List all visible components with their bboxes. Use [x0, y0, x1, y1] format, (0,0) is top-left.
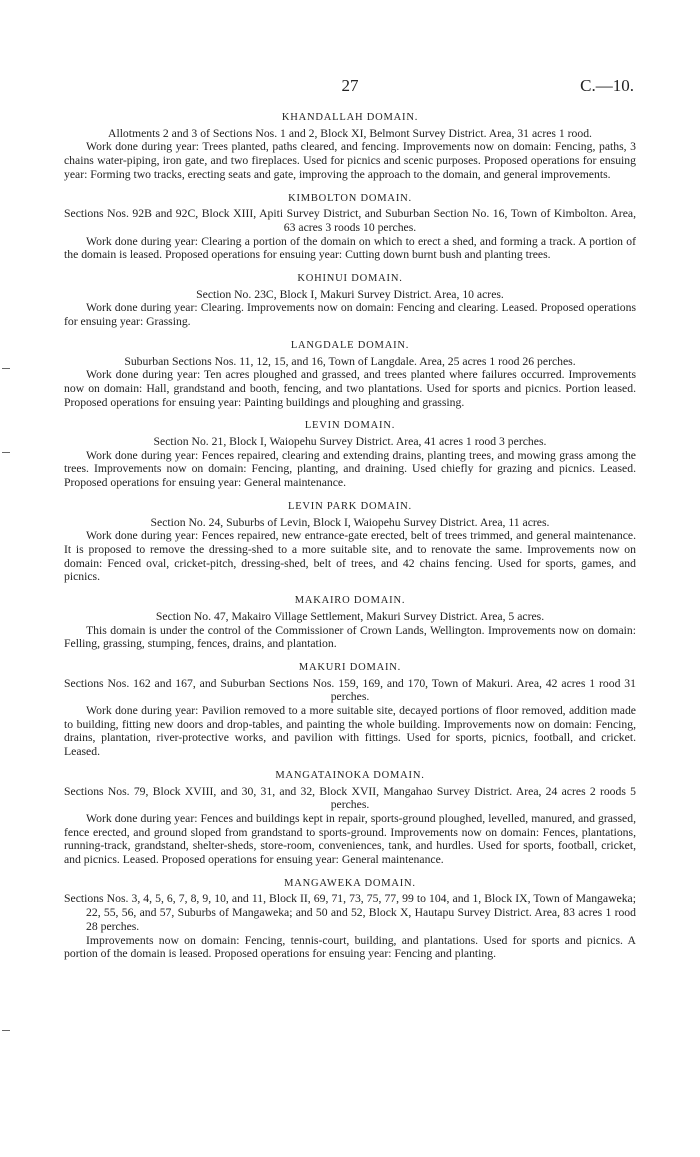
section-body: Work done during year: Fences repaired, new entrance-gate erected, belt of trees trimmed, and general maintenance. It is proposed to remove the dressing-shed to a more suitable site, and to renovate the same. Improvements now on domain: Fenced oval, cricket-pitch, dressing-shed, belt of trees, and 42 chains fencing. Used for sports, games, and picnics. — [64, 529, 636, 584]
domain-section-mangaweka — [64, 877, 636, 961]
section-heading: KOHINUI DOMAIN. — [297, 273, 403, 285]
section-body: This domain is under the control of the Commissioner of Crown Lands, Wellington. Improvements now on domain: Felling, grassing, stumping, fences, drains, and plantation. — [64, 623, 636, 651]
section-body: Work done during year: Trees planted, paths cleared, and fencing. Improvements now on domain: Fencing, paths, 3 chains water-piping, iron gate, and two fireplaces. Used for picnics and scenic purposes. Proposed operations for ensuing year: Forming two tracks, erecting seats and gate, improving the approach to the domain, and general improvements. — [64, 140, 636, 181]
margin-mark — [2, 452, 10, 453]
section-heading: MANGAWEKA DOMAIN. — [284, 877, 416, 889]
section-description: Sections Nos. 92B and 92C, Block XIII, Apiti Survey District, and Suburban Section No. 16, Town of Kimbolton. Area, 63 acres 3 roods 10 perches. — [64, 207, 636, 234]
domain-section-langdale — [64, 339, 636, 410]
section-heading: KHANDALLAH DOMAIN. — [281, 112, 419, 123]
section-heading: MAKAIRO DOMAIN. — [294, 595, 406, 607]
document-reference: C.—10. — [580, 76, 634, 95]
section-heading: LEVIN DOMAIN. — [304, 420, 396, 432]
page-header — [0, 76, 700, 98]
section-description: Section No. 47, Makairo Village Settlement, Makuri Survey District. Area, 5 acres. — [155, 609, 545, 623]
section-body: Work done during year: Clearing. Improvements now on domain: Fencing and clearing. Leased. Proposed operations for ensuing year: Grassing. — [64, 301, 636, 329]
section-heading: LEVIN PARK DOMAIN. — [288, 500, 412, 512]
section-body: Work done during year: Fences repaired, clearing and extending drains, planting trees, and mowing grass among the trees. Improvements now on domain: Fencing, planting, and draining. Used chiefly for grazing and picnics. Leased. Proposed operations for ensuing year: General maintenance. — [64, 448, 636, 490]
section-description: Sections Nos. 162 and 167, and Suburban Sections Nos. 159, 169, and 170, Town of Makuri. Area, 42 acres 1 rood 31 perches. — [64, 676, 636, 704]
page-content — [64, 111, 636, 971]
section-description: Sections Nos. 79, Block XVIII, and 30, 31, and 32, Block XVII, Mangahao Survey District. Area, 24 acres 2 roods 5 perches. — [64, 784, 636, 812]
page-number: 27 — [341, 76, 359, 95]
section-description: Section No. 21, Block I, Waiopehu Survey District. Area, 41 acres 1 rood 3 perches. — [153, 435, 547, 449]
domain-section-makuri — [64, 661, 636, 759]
domain-section-levin — [64, 419, 636, 490]
section-body: Work done during year: Pavilion removed to a more suitable site, decayed portions of floor removed, addition made to building, fitting new doors and drop-tables, and painting the whole building. Improvements now on domain: Fencing, drains, plantation, river-protective works, and pavilion with fittings. Used for sports, picnics, football, and cricket. Leased. — [64, 704, 636, 759]
section-description: Section No. 24, Suburbs of Levin, Block I, Waiopehu Survey District. Area, 11 acres. — [150, 515, 550, 529]
section-description: Suburban Sections Nos. 11, 12, 15, and 16, Town of Langdale. Area, 25 acres 1 rood 26 perches. — [124, 354, 576, 368]
section-description: Sections Nos. 3, 4, 5, 6, 7, 8, 9, 10, and 11, Block II, 69, 71, 73, 75, 77, 99 to 104, and 1, Block IX, Town of Mangaweka; 22, 55, 56, and 57, Suburbs of Mangaweka; and 50 and 52, Block X, Hautapu Survey District. Area, 83 acres 1 rood 28 perches. — [64, 892, 636, 933]
margin-mark — [2, 368, 10, 369]
domain-section-mangatainoka — [64, 769, 636, 867]
domain-section-kimbolton — [64, 192, 636, 263]
margin-mark — [2, 1030, 10, 1031]
section-heading: KIMBOLTON DOMAIN. — [288, 192, 412, 204]
section-body: Improvements now on domain: Fencing, tennis-court, building, and plantations. Used for sports and picnics. A portion of the domain is leased. Proposed operations for ensuing year: Fencing and planting. — [64, 933, 636, 961]
domain-section-kohinui — [64, 272, 636, 329]
section-description: Section No. 23C, Block I, Makuri Survey District. Area, 10 acres. — [196, 287, 504, 301]
section-body: Work done during year: Fences and buildings kept in repair, sports-ground ploughed, levelled, manured, and grassed, fence erected, and ground sloped from grandstand to sports-ground. Improvements now on domain: Fences, plantations, running-track, grandstand, shelter-sheds, store-room, conveniences, tank, and hurdles. Used for sports, football, cricket, and picnics. Leased. Proposed operations for ensuing year: General maintenance. — [64, 811, 636, 867]
section-heading: LANGDALE DOMAIN. — [290, 339, 410, 351]
section-description: Allotments 2 and 3 of Sections Nos. 1 and 2, Block XI, Belmont Survey District. Area, 31 acres 1 rood. — [108, 126, 592, 140]
domain-section-khandallah — [64, 111, 636, 182]
domain-section-levin-park — [64, 500, 636, 584]
section-body: Work done during year: Ten acres ploughed and grassed, and trees planted where failures occurred. Improvements now on domain: Hall, grandstand and booth, fencing, and two plantations. Used for sports and picnics. Portion leased. Proposed operations for ensuing year: Painting buildings and ploughing and grassing. — [64, 368, 636, 409]
domain-section-makairo — [64, 594, 636, 651]
section-heading: MANGATAINOKA DOMAIN. — [275, 769, 425, 781]
section-body: Work done during year: Clearing a portion of the domain on which to erect a shed, and forming a track. A portion of the domain is leased. Proposed operations for ensuing year: Cutting down burnt bush and planting trees. — [64, 234, 636, 262]
section-heading: MAKURI DOMAIN. — [298, 661, 402, 673]
